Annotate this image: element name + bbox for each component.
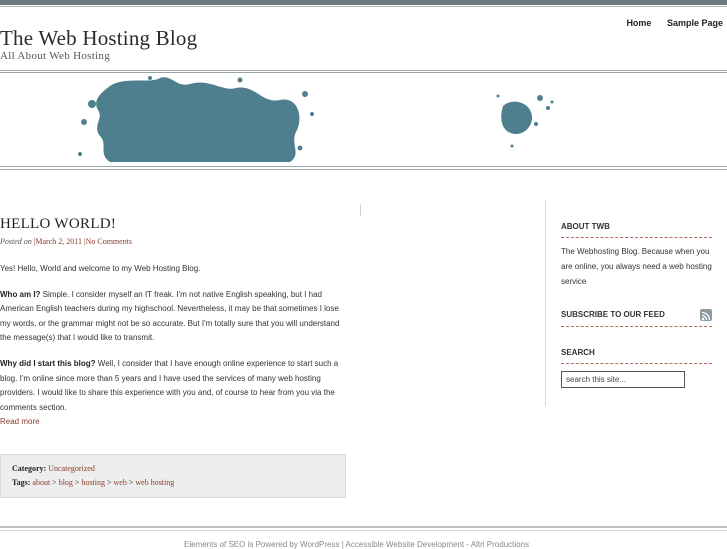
post-body	[0, 262, 348, 441]
sidebar-about-text: The Webhosting Blog. Because when you are online, you always need a web hosting service	[561, 247, 712, 286]
banner-rule	[0, 169, 727, 170]
category-link[interactable]: Uncategorized	[48, 464, 95, 473]
site-tagline: All About Web Hosting	[0, 50, 111, 62]
post-paragraph: Yes! Hello, World and welcome to my Web Hosting Blog.	[0, 264, 201, 273]
banner-rule	[0, 166, 727, 167]
rss-glyph	[700, 310, 712, 322]
post-comments-link[interactable]: No Comments	[85, 237, 133, 246]
tags-row: Tags: about > blog > hosting > web > web hosting	[12, 478, 175, 487]
category-label: Category:	[12, 464, 47, 473]
header-banner-image	[0, 74, 727, 166]
sidebar-divider	[561, 363, 712, 364]
column-separator	[360, 204, 361, 216]
nav-sample-page[interactable]: Sample Page	[666, 18, 723, 28]
footer-credits: Elements of SEO is Powered by WordPress | Accessible Website Development - Altri Productions	[184, 540, 530, 549]
top-bar	[0, 0, 727, 5]
post-taxonomy-box	[0, 454, 346, 498]
tags-label: Tags:	[12, 478, 31, 487]
tag-link[interactable]: web	[113, 478, 127, 487]
paragraph-lead: Who am I?	[0, 289, 41, 299]
top-bar-rule	[0, 6, 727, 7]
main-nav	[613, 18, 723, 28]
tag-link[interactable]: about	[32, 478, 51, 487]
sidebar	[545, 200, 727, 406]
search-input[interactable]: search this site...	[561, 371, 685, 388]
sidebar-divider	[561, 326, 712, 327]
tag-link[interactable]: hosting	[81, 478, 105, 487]
header-rule	[0, 70, 727, 71]
header-rule	[0, 72, 727, 73]
footer-rule	[0, 530, 727, 531]
post-paragraph: Who am I? Simple. I consider myself an IT freak. I'm not native English speaking, but I had American English teachers during my highschool. Nevertheless, it may be that sometimes I lose my words, or the grammar might not be so accurate. But I'm totally sure that you will understand the message(s) that I would like to transmit.	[0, 289, 340, 343]
nav-home[interactable]: Home	[626, 18, 652, 28]
post-meta-prefix: Posted on	[0, 237, 32, 246]
sidebar-heading-about: ABOUT TWB	[561, 222, 610, 231]
post-paragraph: Why did I start this blog? Well, I consider that I have enough online experience to start such a blog. I'm online since more than 5 years and I have used the services of many web hosting providers. I would like to share this experience with you and, of course to hear from you via the comments section. Read more	[0, 358, 339, 427]
sidebar-divider	[561, 237, 712, 238]
post-title[interactable]: HELLO WORLD!	[0, 216, 117, 232]
post-date[interactable]: March 2, 2011	[35, 237, 82, 246]
post-meta: Posted on |March 2, 2011 |No Comments	[0, 237, 133, 246]
tag-link[interactable]: blog	[58, 478, 73, 487]
paragraph-lead: Why did I start this blog?	[0, 358, 96, 368]
tag-link[interactable]: web hosting	[135, 478, 175, 487]
site-title[interactable]: The Web Hosting Blog	[0, 26, 198, 50]
sidebar-heading-search: SEARCH	[561, 348, 595, 357]
read-more-link[interactable]: Read more	[0, 417, 40, 427]
rss-icon[interactable]	[700, 309, 712, 321]
category-row	[12, 464, 95, 473]
footer-rule	[0, 526, 727, 528]
sidebar-heading-subscribe[interactable]: SUBSCRIBE TO OUR FEED	[561, 310, 665, 319]
